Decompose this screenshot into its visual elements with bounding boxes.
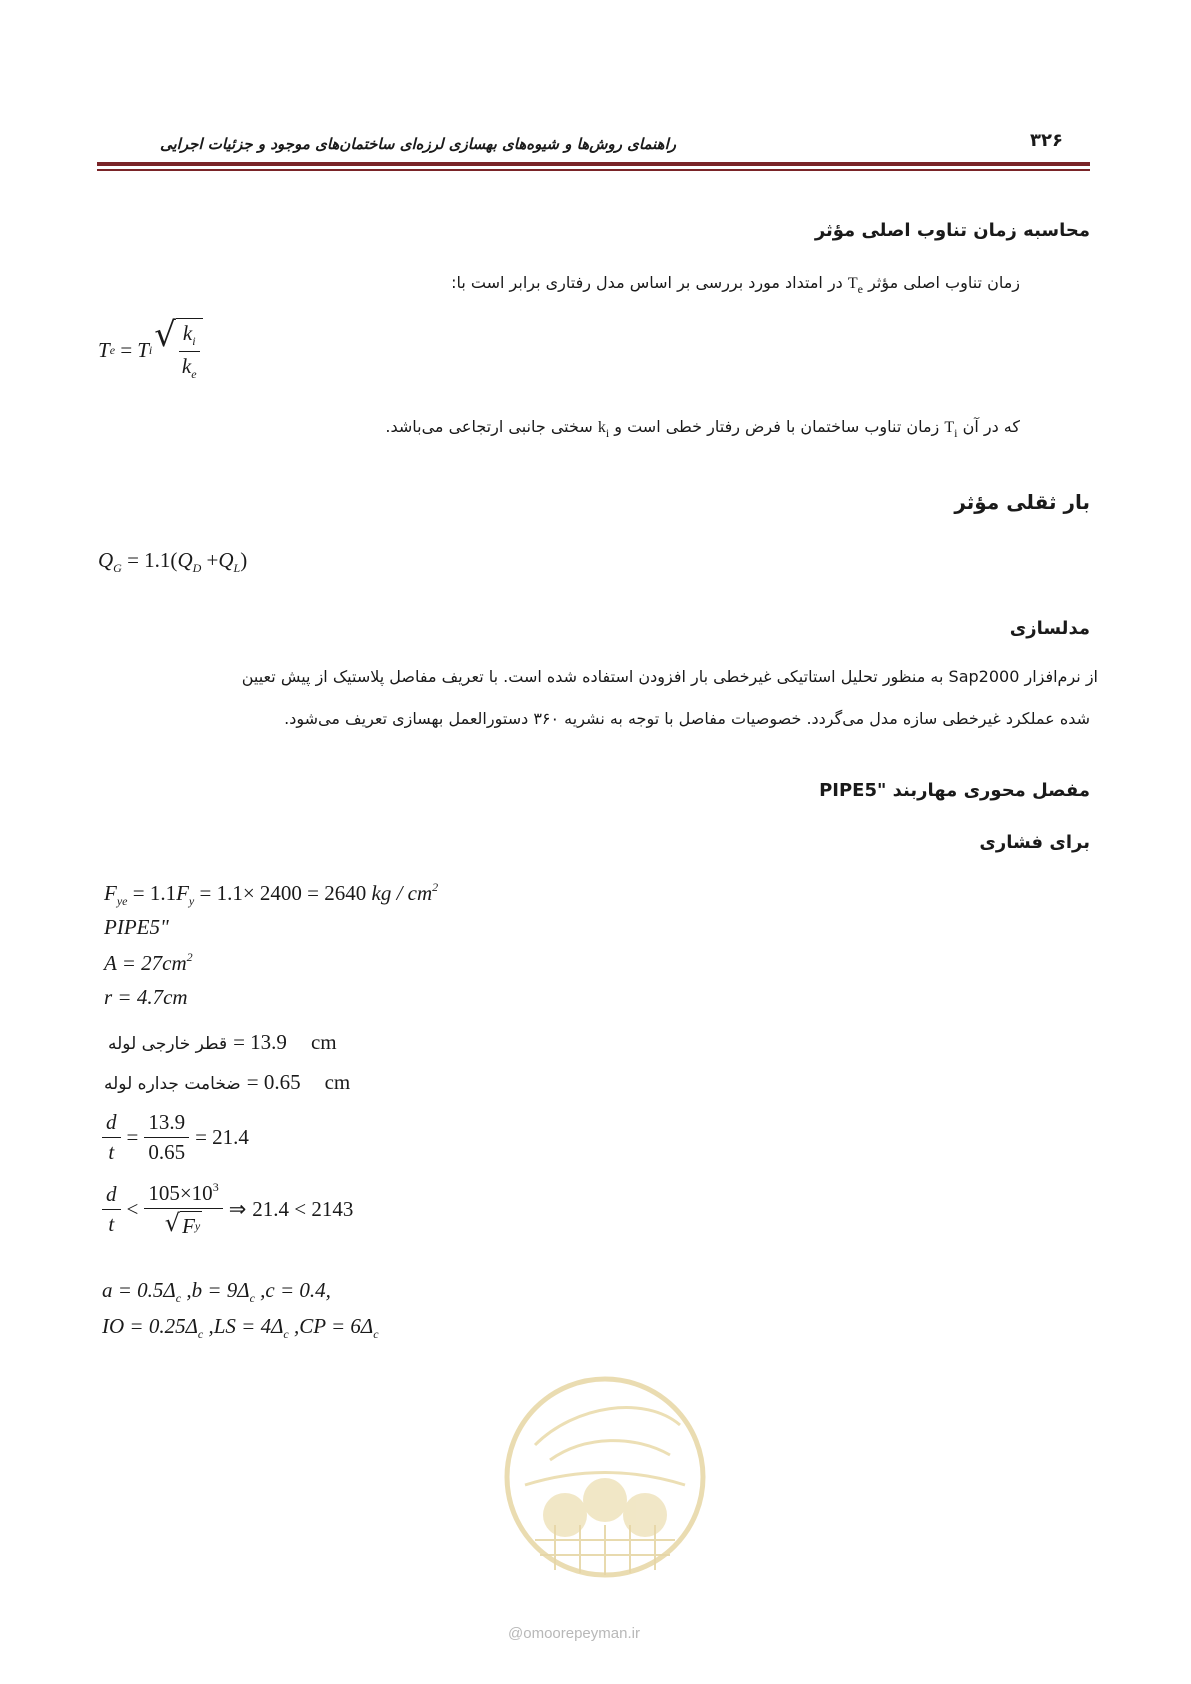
equation-slenderness-limit: $\frac{d}{t}$ < $105\times 10^3$ √ F y ⇒ 21.4 < 2143 bbox=[102, 1180, 353, 1239]
section-heading-modeling: مدلسازی bbox=[1009, 618, 1090, 639]
section-heading-effective-period: محاسبه زمان تناوب اصلی مؤثر bbox=[814, 220, 1090, 241]
section-heading-gravity-load: بار ثقلی مؤثر bbox=[954, 490, 1090, 514]
header-rule-thin bbox=[97, 169, 1090, 171]
modeling-paragraph-line-2: شده عملکرد غیرخطی سازه مدل می‌گردد. خصوصیات مفاصل با توجه به نشریه ۳۶۰ دستورالعمل بهسازی تعریف می‌شود. bbox=[284, 709, 1090, 728]
section-label-pipe5: PIPE5" bbox=[104, 915, 169, 939]
section-heading-brace-hinge: مفصل محوری مهاربند "PIPE5 bbox=[819, 780, 1090, 801]
equation-outer-diameter: قطر خارجی لوله = 13.9 cm bbox=[108, 1030, 337, 1054]
equation-area: $A = 27cm^2$ bbox=[104, 950, 193, 975]
sqrt-symbol: √ F y bbox=[164, 1209, 201, 1239]
effective-period-formula: T e = T i √ $\frac{k_i}{k_e}$ bbox=[98, 318, 203, 382]
modeling-paragraph-line-1: از نرم‌افزار Sap2000 به منظور تحلیل استاتیکی غیرخطی بار افزودن استفاده شده است. با تعریف مفاصل پلاستیک از پیش تعیین bbox=[241, 667, 1098, 686]
page-number: ۳۲۶ bbox=[1030, 130, 1063, 151]
effective-period-note: که در آن $T_i$ زمان تناوب ساختمان با فرض رفتار خطی است و $k_i$ سختی جانبی ارتجاعی می‌باشد. bbox=[385, 417, 1020, 440]
sqrt-symbol: √ $\frac{k_i}{k_e}$ bbox=[154, 318, 202, 382]
equation-slenderness-ratio: $\frac{d}{t}$ = $\frac{13.9}{0.65}$ = 21.4 bbox=[102, 1110, 249, 1165]
equation-expected-yield-stress: $F_{ye} = 1.1F_y = 1.1\times 2400 = 2640$ kg / $cm^2$ bbox=[104, 880, 439, 908]
watermark-url: @omoorepeyman.ir bbox=[508, 1625, 640, 1642]
equation-radius-of-gyration: r = 4.7cm bbox=[104, 985, 188, 1009]
watermark-logo bbox=[495, 1365, 715, 1605]
equation-wall-thickness: ضخامت جداره لوله = 0.65 cm bbox=[104, 1070, 351, 1094]
equation-acceptance-criteria: IO = $0.25\Delta_c$ $,LS = 4\Delta_c$ $,CP = 6\Delta_c$ bbox=[102, 1314, 379, 1341]
running-header-title: راهنمای روش‌ها و شیوه‌های بهسازی لرزه‌ای ساختمان‌های موجود و جزئیات اجرایی bbox=[159, 135, 676, 153]
subheading-compression: برای فشاری bbox=[979, 832, 1090, 853]
header-rule-thick bbox=[97, 162, 1090, 166]
gravity-load-formula: $Q_G = 1.1(Q_D +Q_L)$ bbox=[98, 548, 248, 575]
equation-hinge-parameters-abc: $a = 0.5\Delta_c$ $,b = 9\Delta_c$ ,c = 0.4, bbox=[102, 1278, 331, 1305]
effective-period-intro: زمان تناوب اصلی مؤثر $T_e$ در امتداد مورد بررسی بر اساس مدل رفتاری برابر است با: bbox=[451, 273, 1020, 296]
